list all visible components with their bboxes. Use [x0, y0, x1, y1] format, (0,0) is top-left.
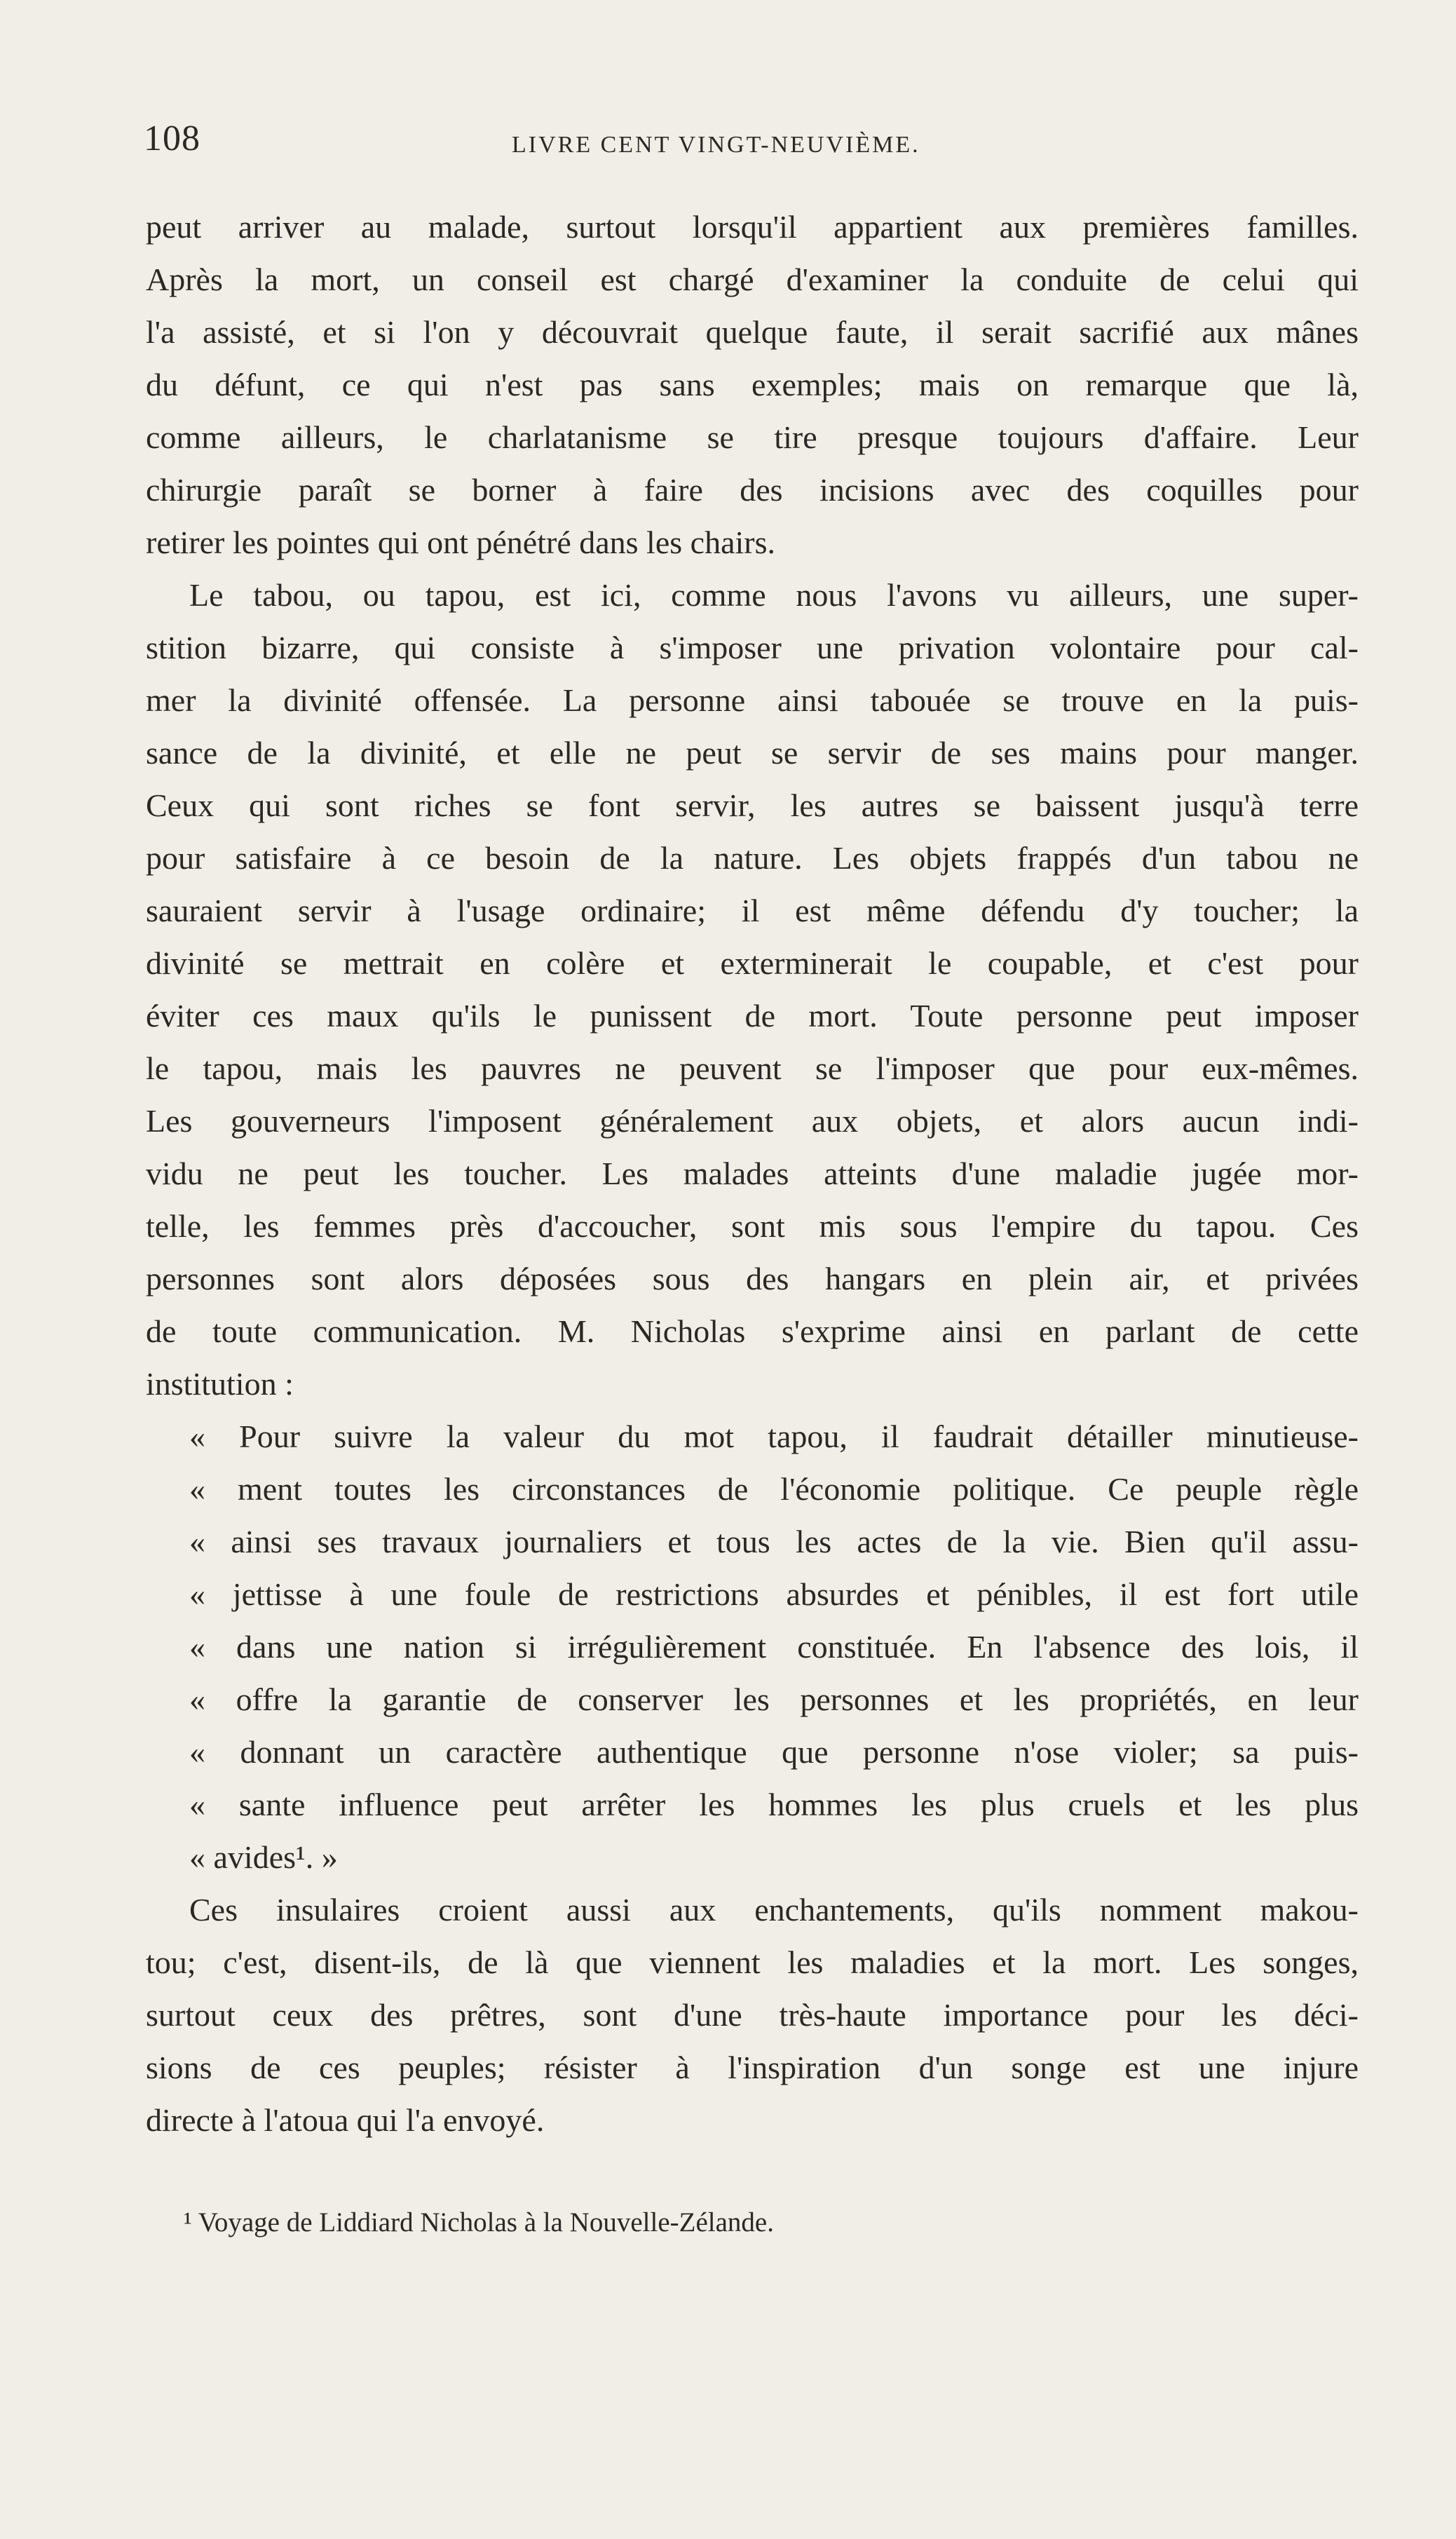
text-line: surtout ceux des prêtres, sont d'une très-haute importance pour les déci- — [146, 1997, 1359, 2033]
running-title: LIVRE CENT VINGT-NEUVIÈME. — [512, 132, 920, 158]
text-line: peut arriver au malade, surtout lorsqu'il appartient aux premières familles. — [146, 209, 1359, 245]
quote-line: « jettisse à une foule de restrictions absurdes et pénibles, il est fort utile — [189, 1576, 1359, 1612]
text-line: directe à l'atoua qui l'a envoyé. — [146, 2102, 545, 2138]
text-line: Les gouverneurs l'imposent généralement aux objets, et alors aucun indi- — [146, 1103, 1359, 1139]
text-line: Le tabou, ou tapou, est ici, comme nous l'avons vu ailleurs, une super- — [189, 577, 1359, 613]
text-line: l'a assisté, et si l'on y découvrait quelque faute, il serait sacrifié aux mânes — [146, 314, 1359, 350]
text-line: vidu ne peut les toucher. Les malades atteints d'une maladie jugée mor- — [146, 1156, 1359, 1191]
quote-line: « donnant un caractère authentique que personne n'ose violer; sa puis- — [189, 1734, 1359, 1770]
quote-line: « offre la garantie de conserver les personnes et les propriétés, en leur — [189, 1681, 1359, 1717]
text-line: comme ailleurs, le charlatanisme se tire presque toujours d'affaire. Leur — [146, 419, 1359, 455]
text-line: sions de ces peuples; résister à l'inspiration d'un songe est une injure — [146, 2050, 1359, 2085]
text-line: telle, les femmes près d'accoucher, sont mis sous l'empire du tapou. Ces — [146, 1208, 1359, 1244]
page-header — [144, 118, 1356, 167]
text-line: mer la divinité offensée. La personne ainsi tabouée se trouve en la puis- — [146, 682, 1359, 718]
quote-line: « dans une nation si irrégulièrement constituée. En l'absence des lois, il — [189, 1629, 1359, 1665]
text-line: tou; c'est, disent-ils, de là que viennent les maladies et la mort. Les songes, — [146, 1944, 1359, 1980]
quote-line: « ainsi ses travaux journaliers et tous les actes de la vie. Bien qu'il assu- — [189, 1524, 1359, 1559]
text-line: le tapou, mais les pauvres ne peuvent se l'imposer que pour eux-mêmes. — [146, 1050, 1359, 1086]
text-line: du défunt, ce qui n'est pas sans exemples; mais on remarque que là, — [146, 367, 1359, 402]
text-line: chirurgie paraît se borner à faire des incisions avec des coquilles pour — [146, 472, 1359, 508]
body-text — [146, 201, 1359, 2146]
quote-line: « sante influence peut arrêter les hommes les plus cruels et les plus — [189, 1787, 1359, 1822]
page-number: 108 — [144, 119, 200, 158]
quote-line: « avides¹. » — [189, 1839, 338, 1875]
quote-line: « ment toutes les circonstances de l'économie politique. Ce peuple règle — [189, 1471, 1359, 1507]
text-line: sance de la divinité, et elle ne peut se servir de ses mains pour manger. — [146, 735, 1359, 771]
text-line: de toute communication. M. Nicholas s'exprime ainsi en parlant de cette — [146, 1313, 1359, 1349]
text-line: Ceux qui sont riches se font servir, les autres se baissent jusqu'à terre — [146, 787, 1359, 823]
text-line: personnes sont alors déposées sous des hangars en plein air, et privées — [146, 1261, 1359, 1296]
text-line: sauraient servir à l'usage ordinaire; il est même défendu d'y toucher; la — [146, 893, 1359, 928]
text-line: divinité se mettrait en colère et exterminerait le coupable, et c'est pour — [146, 945, 1359, 981]
text-line: pour satisfaire à ce besoin de la nature. Les objets frappés d'un tabou ne — [146, 840, 1359, 876]
text-line: éviter ces maux qu'ils le punissent de mort. Toute personne peut imposer — [146, 998, 1359, 1034]
text-line: retirer les pointes qui ont pénétré dans les chairs. — [146, 524, 775, 560]
quote-line: « Pour suivre la valeur du mot tapou, il faudrait détailler minutieuse- — [189, 1419, 1359, 1454]
footnote: ¹ Voyage de Liddiard Nicholas à la Nouvelle-Zélande. — [184, 2207, 774, 2237]
text-line: institution : — [146, 1366, 294, 1402]
text-line: stition bizarre, qui consiste à s'imposer une privation volontaire pour cal- — [146, 630, 1359, 665]
text-line: Après la mort, un conseil est chargé d'examiner la conduite de celui qui — [146, 262, 1359, 297]
text-line: Ces insulaires croient aussi aux enchantements, qu'ils nomment makou- — [189, 1892, 1359, 1928]
